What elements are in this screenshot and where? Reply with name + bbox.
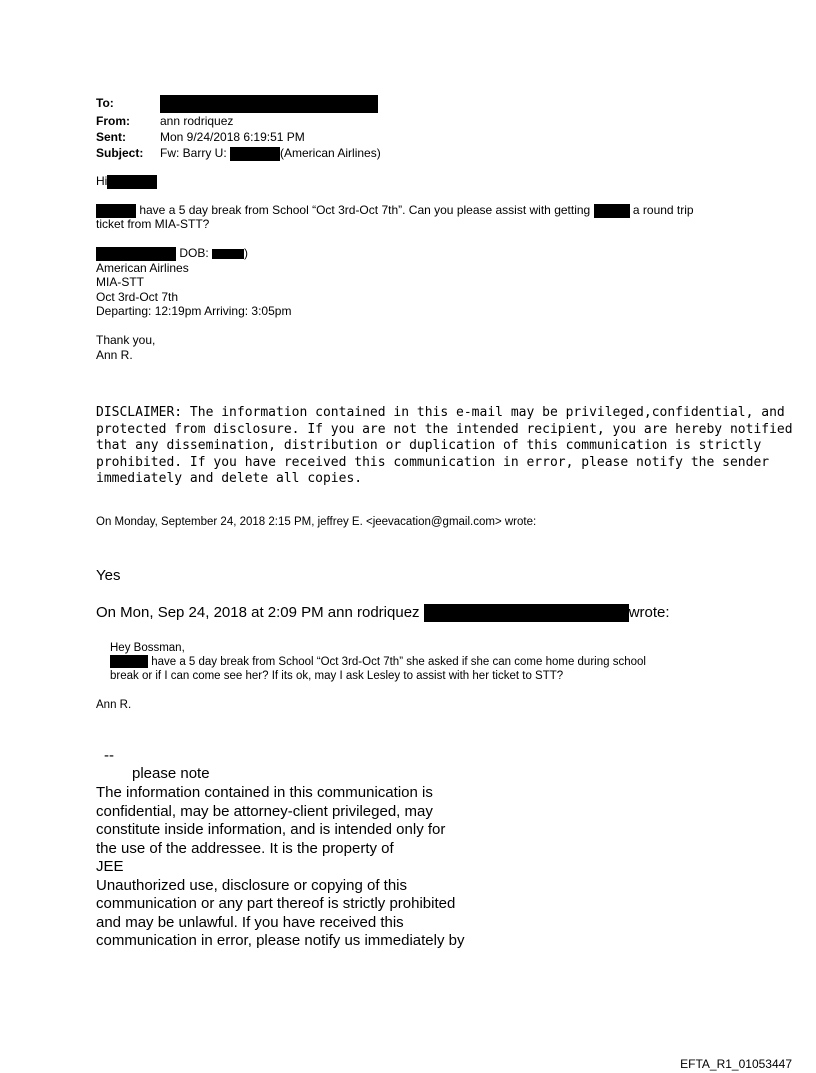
document-id: EFTA_R1_01053447 [680,1057,792,1071]
travel-dates: Oct 3rd-Oct 7th [96,290,179,304]
route: MIA-STT [96,275,144,289]
subject-label: Subject: [96,146,144,160]
notice-line: and may be unlawful. If you have received this [96,913,404,931]
quoted-attribution: On Monday, September 24, 2018 2:15 PM, jeffrey E. <jeevacation@gmail.com> wrote: [96,516,537,528]
from-row [96,113,381,129]
request-tail: a round trip [629,203,694,217]
notice-line: constitute inside information, and is intended only for [96,821,446,838]
email-header [96,95,381,161]
subject-suffix: (American Airlines) [280,146,381,160]
signature-dashes: -- [104,747,114,764]
redaction-block [424,604,629,622]
sent-label: Sent: [96,130,126,144]
reply-text: Yes [96,567,121,584]
to-label: To: [96,96,114,111]
quoted-attribution-2 [96,604,670,623]
subject-row [96,145,381,161]
thanks: Thank you, [96,333,156,347]
notice-line: confidential, may be attorney-client privileged, may [96,802,433,820]
greeting-line [96,174,157,189]
flight-times: Departing: 12:19pm Arriving: 3:05pm [96,304,292,318]
redaction-block [96,204,136,218]
sent-row [96,129,381,145]
request-line-1 [96,203,694,218]
inner-greeting: Hey Bossman, [110,642,185,654]
attribution2-suffix: wrote: [628,604,670,621]
notice-line: JEE [96,858,124,875]
from-value: ann rodriquez [160,114,234,128]
disclaimer-line: that any dissemination, distribution or duplication of this communication is strictly [96,438,762,453]
redaction-block [160,95,378,113]
attribution2-prefix: On Mon, Sep 24, 2018 at 2:09 PM ann rodriquez [96,604,424,621]
redaction-block [110,655,148,668]
redaction-block [212,249,244,259]
notice-line: The information contained in this communication is [96,784,433,801]
redaction-block [107,175,157,189]
notice-line: communication in error, please notify us immediately by [96,932,465,949]
disclaimer-line: immediately and delete all copies. [96,471,363,486]
dob-line [96,246,248,261]
dob-label: DOB: [176,246,213,260]
confidentiality-notice [96,784,465,951]
disclaimer-line: protected from disclosure. If you are not the intended recipient, you are hereby notified [96,421,793,437]
request-text: have a 5 day break from School “Oct 3rd-Oct 7th”. Can you please assist with getting [136,203,594,217]
to-row [96,95,381,113]
greeting: Hi [96,174,108,188]
inner-line-1 [110,655,646,669]
disclaimer [96,405,793,488]
subject-prefix: Fw: Barry U: [160,146,227,160]
please-note: please note [132,765,210,782]
notice-line: the use of the addressee. It is the property of [96,839,394,857]
redaction-block [230,147,280,161]
notice-line: communication or any part thereof is strictly prohibited [96,895,456,912]
request-line-2: ticket from MIA-STT? [96,217,210,231]
notice-line: Unauthorized use, disclosure or copying of this [96,876,408,894]
disclaimer-line: prohibited. If you have received this communication in error, please notify the sender [96,454,770,470]
disclaimer-line: DISCLAIMER: The information contained in this e-mail may be privileged,confidential, and [96,405,785,420]
dob-tail: ) [244,246,249,260]
signature: Ann R. [96,348,133,362]
inner-signature: Ann R. [96,699,132,711]
from-label: From: [96,114,130,128]
inner-line-1-text: have a 5 day break from School “Oct 3rd-Oct 7th” she asked if she can come home during school [148,656,646,668]
sent-value: Mon 9/24/2018 6:19:51 PM [160,130,305,144]
redaction-block [96,247,176,261]
redaction-block [594,204,630,218]
airline: American Airlines [96,261,189,275]
inner-line-2: break or if I can come see her? If its ok, may I ask Lesley to assist with her ticket to STT? [110,670,564,682]
